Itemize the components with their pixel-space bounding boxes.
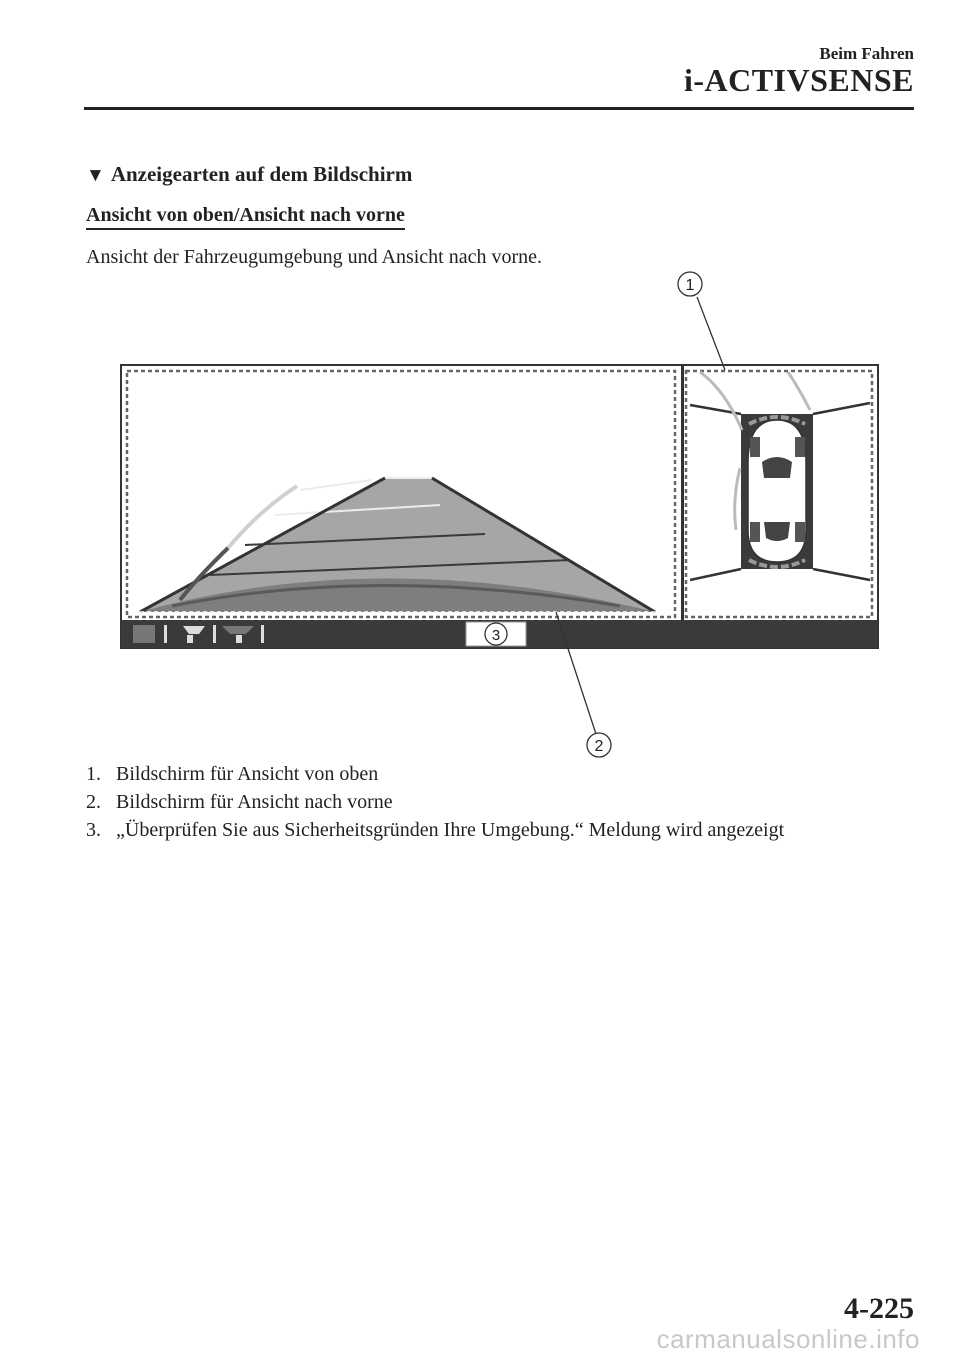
watermark: carmanualsonline.info <box>656 1324 920 1354</box>
header-section-title: i-ACTIVSENSE <box>683 62 914 98</box>
top-view-screen <box>681 365 872 620</box>
status-icon-parking <box>133 625 155 643</box>
legend-text: Bildschirm für Ansicht nach vorne <box>116 791 393 813</box>
list-item <box>86 763 784 791</box>
legend-list <box>86 763 784 847</box>
subsection-title: Ansicht von oben/Ansicht nach vorne <box>86 204 405 230</box>
callout-1 <box>678 272 725 370</box>
legend-text: Bildschirm für Ansicht von oben <box>116 763 379 785</box>
front-view-screen <box>127 371 675 617</box>
list-item <box>86 791 784 819</box>
list-item <box>86 819 784 847</box>
page-number: 4-225 <box>844 1292 914 1325</box>
callout-2-label: 2 <box>594 738 604 755</box>
header-chapter: Beim Fahren <box>819 44 914 63</box>
callout-3-label: 3 <box>491 627 501 644</box>
legend-number: 3. <box>86 819 101 841</box>
callout-3 <box>485 623 507 645</box>
intro-text: Ansicht der Fahrzeugumgebung und Ansicht nach vorne. <box>86 246 543 268</box>
legend-number: 1. <box>86 763 101 785</box>
callout-1-label: 1 <box>685 277 695 294</box>
triangle-marker-icon: ▼ <box>86 165 105 186</box>
legend-text: „Überprüfen Sie aus Sicherheitsgründen Ihre Umgebung.“ Meldung wird angezeigt <box>116 819 785 841</box>
section-title-text: Anzeigearten auf dem Bildschirm <box>110 162 413 186</box>
legend-number: 2. <box>86 791 101 813</box>
